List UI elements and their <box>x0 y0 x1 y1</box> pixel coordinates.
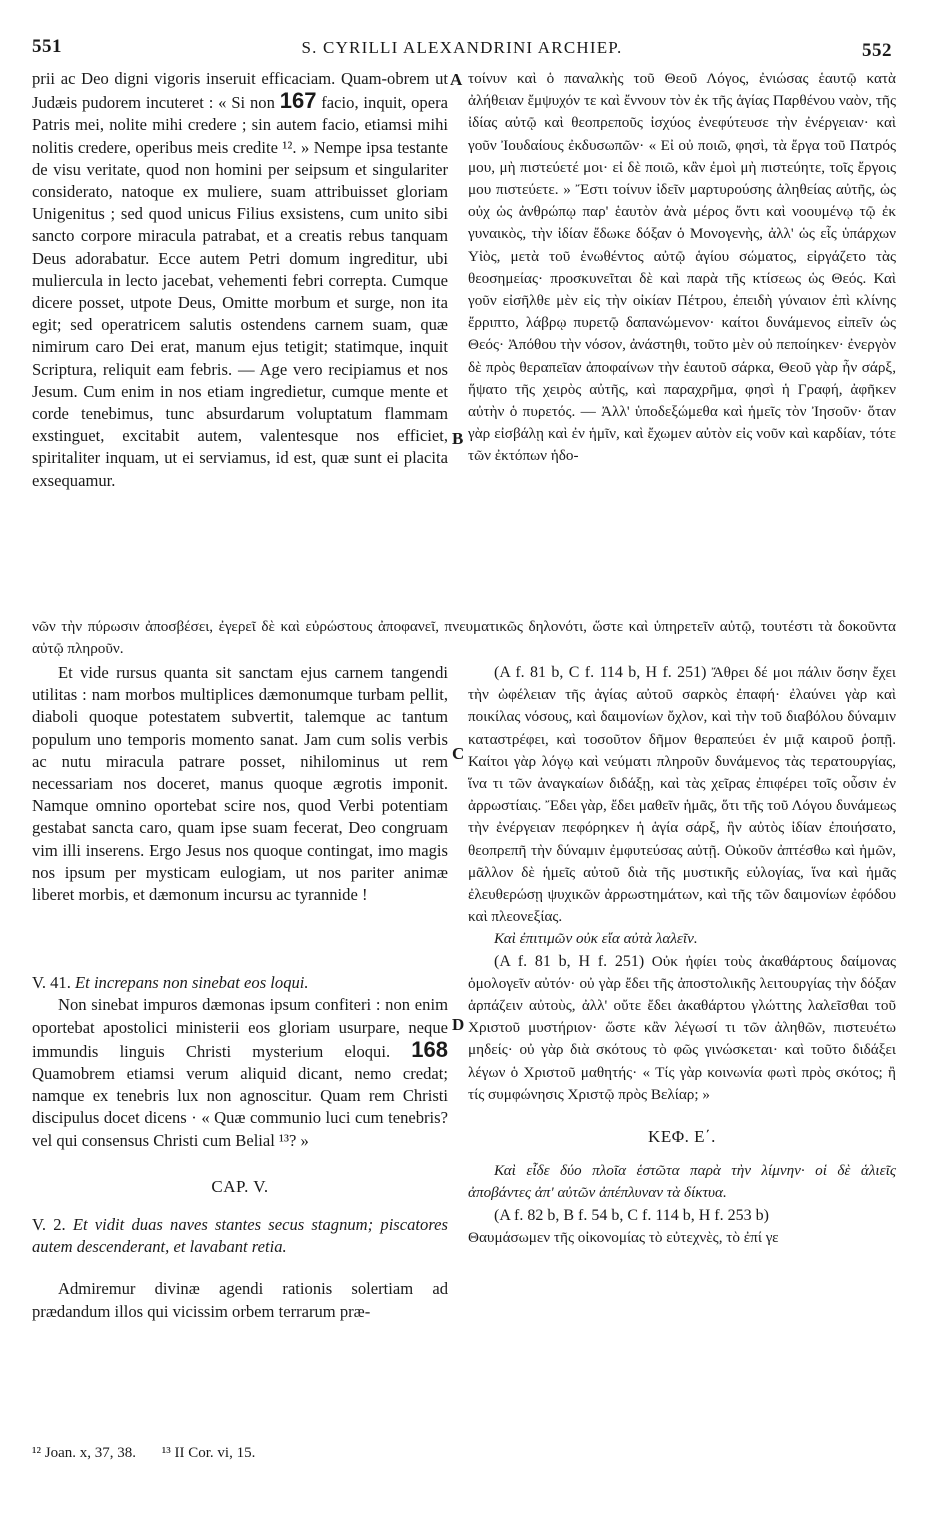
greek-chapter-heading: ΚΕΦ. Ε΄. <box>648 1127 716 1147</box>
greek-paragraph-4: Θαυμάσωμεν τῆς οἰκονομίας τὸ εὐτεχνὲς, τὸ ἐπί γε <box>468 1228 779 1246</box>
verse-41-text: Et increpans non sinebat eos loqui. <box>75 973 309 993</box>
greek-p3-text: Οὐκ ἠφίει τοὺς ἀκαθάρτους δαίμονας ὁμολογεῖν αὐτόν· οὐ γὰρ ἔδει τῆς ἀποστολικῆς λειτουργίας τὴν δόξαν ἁρπάζειν αὐτοὺς, ἀλλ' οὔτε ἔδει ἀκαθάρτου γλώττης λαλεῖσθαι τοῦ Χριστοῦ μυστήριον· ὥστε κἂν λέγωσί τι τῶν ἀληθῶν, πιστευέτω μηδείς· οὐ γὰρ διὰ σκότους τὸ φῶς γινώσκεται· καὶ τοῦτο διδάξει λέγων ὁ Χριστοῦ μαθητής· « Τίς γὰρ κοινωνία φωτὶ πρὸς σκότος; ἢ τίς συμφώνησις Χριστῷ πρὸς Βελίαρ; » <box>468 952 896 1103</box>
greek-verse-2: Καὶ εἶδε δύο πλοῖα ἑστῶτα παρὰ τὴν λίμνην· οἱ δὲ ἁλιεῖς ἀποβάντες ἀπ' αὐτῶν ἀπέπλυναν τὰ δίκτυα. <box>468 1162 896 1202</box>
latin-paragraph-4: Admiremur divinæ agendi rationis solertiam ad prædandum illos qui vicissim orbem terrarum præ- <box>32 1279 448 1321</box>
verse-2-text: Et vidit duas naves stantes secus stagnum; piscatores autem descenderant, et lavabant retia. <box>32 1215 448 1257</box>
greek-column-top <box>468 68 896 468</box>
running-title: S. CYRILLI ALEXANDRINI ARCHIEP. <box>301 38 623 57</box>
margin-letter-d: D <box>452 1015 465 1034</box>
latin-verse-41 <box>32 972 448 994</box>
page-number-right: 552 <box>862 40 892 61</box>
page-number-left: 551 <box>32 36 62 57</box>
margin-letter-a: A <box>450 70 463 89</box>
margin-letter-b: B <box>452 429 464 448</box>
greek-ms-ref-3: (A f. 82 b, B f. 54 b, C f. 114 b, H f. 253 b) <box>494 1206 769 1224</box>
verse-2-ref: V. 2. <box>32 1215 66 1235</box>
column-number-168: 168 <box>411 1036 448 1062</box>
latin-paragraph-2: Et vide rursus quanta sit sanctam ejus carnem tangendi utilitas : nam morbos multiplices dæmonumque turbam pellit, diaboli quoque potestatem subvertit, talemque ac tantum populum uno temporis momento sanat. Jam cum solis verbis ac nutu miracula patrare posset, nihilominus ut rem necessariam nos doceret, manus quoque ægrotis imponit. Namque omnino oportebat scire nos, quod Verbi potentiam gestabat sancta caro, quam ipse suam fecerat, Deo congruam vim illi inserens. Ergo Jesus nos quoque contingat, imo magis nos ipsum per mysticam eulogiam, ut nos pariter animæ liberet morbis, et dæmonum incursu ac tyrannide ! <box>32 663 448 905</box>
latin-verse-2 <box>32 1214 448 1258</box>
footnotes <box>32 1445 277 1462</box>
footnote-12: ¹² Joan. x, 37, 38. <box>32 1445 136 1461</box>
greek-paragraph-2 <box>468 662 896 928</box>
greek-verse-41: Καὶ ἐπιτιμῶν οὐκ εἴα αὐτὰ λαλεῖν. <box>494 930 698 948</box>
greek-p2-text: Ἄθρει δέ μοι πάλιν ὅσην ἔχει τὴν ὠφέλειαν τῆς ἁγίας αὐτοῦ σαρκὸς ἐπαφή· ἐλαύνει γὰρ καὶ ποικίλας νόσους, καὶ δαιμονίων ὄχλον, καὶ τὴν τοῦ διαβόλου δύναμιν καταστρέφει, καὶ τοσοῦτον δῆμον θεραπεύει ἐν μιᾷ καιροῦ ῥοπῇ. Καίτοι γὰρ λόγῳ καὶ νεύματι πληροῦν δυνάμενος τὰς τερατουργίας, ἵνα τι τῶν ἀναγκαίων διδάξῃ, καὶ τὰς χεῖρας ἐπιφέρει τοῖς οὖσιν ἐν ἀρρωστίαις. Ἔδει γὰρ, ἔδει μαθεῖν ἡμᾶς, ὅτι τῆς τοῦ Λόγου δυνάμεως τὴν ἐνέργειαν πεφόρηκεν ἡ ἁγία σάρξ, ἣν αὐτὸς ἰδίαν ἐποιήσατο, θεοπρεπῆ τὴν δύναμιν ἐμφυτεύσας αὐτῇ. Οὐκοῦν ἀπτέσθω καὶ ἡμῶν, μᾶλλον δὲ ἡμεῖς αὐτοῦ διὰ τῆς μυστικῆς εὐλογίας, ἵνα καὶ ἡμᾶς ἐλευθερώσῃ ψυχικῶν ἀρρωστημάτων, καὶ τῆς τῶν δαιμονίων ἐφόδου καὶ πλεονεξίας. <box>468 664 896 926</box>
greek-paragraph-1: τοίνυν καὶ ὁ παναλκὴς τοῦ Θεοῦ Λόγος, ἐνιώσας ἑαυτῷ κατὰ ἀλήθειαν ἔμψυχόν τε καὶ ἔννουν τὸν ἐκ τῆς ἁγίας Παρθένου ναὸν, τῆς ἰδίας αὐτῷ καὶ θεοπρεποῦς ἰσχύος ἐνεφύτευσε τὴν ἐνέργειαν· καὶ γοῦν Ἰουδαίους ἐκδυσωπῶν· « Εἰ οὐ ποιῶ, φησὶ, τὰ ἔργα τοῦ Πατρός μου, μὴ πιστεύετέ μοι· εἰ δὲ ποιῶ, κἂν ἐμοὶ μὴ πιστεύητε, τοῖς ἔργοις μου πιστεύετε. » Ἔστι τοίνυν ἰδεῖν μαρτυρούσης ἀληθείας αὐτῆς, ὡς οὐχ ὡς ἀνθρώπῳ παρ' ἑαυτὸν ἀνὰ μέρος ὄντι καὶ νοουμένῳ τῷ ἐκ γυναικὸς, τὴν ἰδίαν ἔδωκε δόξαν ὁ Μονογενὴς, ἀλλ' ὡς εἷς ὑπάρχων Υἱὸς, μετὰ τοῦ ἑνωθέντος αὐτῷ ἁγίου σώματος, εἰργάζετο τὰς θεοσημείας· προσκυνεῖται δὲ καὶ παρὰ τῆς κτίσεως ὡς Θεός. Καὶ γοῦν εἰσῆλθε μὲν εἰς τὴν οἰκίαν Πέτρου, ἐπειδὴ γύναιον ἐπὶ κλίνης ἔρριπτο, λάβρῳ πυρετῷ δαπανώμενον· καίτοι δυνάμενος εἰπεῖν ὡς Θεός· Ἀπόθου τὴν νόσον, ἀνάστηθι, τοῦτο μὲν οὐ πεποίηκεν· ἐνεργὸν δὲ πρὸς θεραπεῖαν ἀποφαίνων τὴν ἑαυτοῦ σάρκα, Θεοῦ γὰρ ἦν σάρξ, ἥψατο τῆς χειρὸς αὐτῆς, καὶ παραχρῆμα, φησὶ ἡ Γραφή, ἀφῆκεν αὐτὴν ὁ πυρετός. — Ἀλλ' ὑποδεξώμεθα καὶ ἡμεῖς τὸν Ἰησοῦν· ὅταν γὰρ εἰσβάλῃ καὶ ἐν ἡμῖν, καὶ ἔχωμεν αὐτὸν εἰς νοῦν καὶ καρδίαν, τότε τῶν ἐκτόπων ἡδο- <box>468 70 896 465</box>
greek-column-bottom <box>468 662 896 1249</box>
latin-paragraph-3 <box>32 994 448 1151</box>
greek-ms-ref-2: (A f. 81 b, H f. 251) <box>494 952 645 970</box>
latin-p3-end: Quamobrem etiamsi verum aliquid dicant, nemo credat; namque ex tenebris lux non agnoscitur. Quam rem Christi discipulus docet dicens · « Quæ communio luci cum tenebris? vel qui consensus Christi cum Belial ¹³? » <box>32 1064 448 1150</box>
latin-column-bottom <box>32 662 448 1323</box>
latin-p1-end: facio, inquit, opera Patris mei, nolite mihi credere ; sin autem facio, etiamsi mihi nolitis credere, operibus meis credite ¹². » Nempe ipsa testante de visu veritate, quod non homini per seipsum et singulariter considerato, natoque ex muliere, suam attribuisset gloriam Unigenitus ; sed quod unicus Filius exsistens, cum unito sibi sancto corpore miracula patrabat, et a creatis rebus tanquam Deus adorabatur. Ecce autem Petri domum ingreditur, ubi muliercula in lecto jacebat, vehementi febri correpta. Cumque dicere posset, utpote Deus, Omitte morbum et surge, non ita egit; sed operatricem salutis ostendens carnem suam, quæ nimirum caro Dei erat, manum ejus tetigit; statimque, inquit Scriptura, reliquit eam febris. — Age vero recipiamus et nos Jesum. Cum enim in nos etiam ingredietur, cumque mente et corde tenebimus, tunc absurdarum voluptatum flammam exstinguet, excitabit autem, valentesque nos efficiet, spiritaliter inquam, ut ei serviamus, id est, quæ sunt ei placita exsequamur. <box>32 93 448 490</box>
footnote-13: ¹³ II Cor. vi, 15. <box>161 1445 256 1461</box>
latin-p3-start: Non sinebat impuros dæmonas ipsum confiteri : non enim oportebat apostolici ministerii eos gloriam usurpare, neque immundis linguis Christi mysterium eloqui. <box>32 995 448 1061</box>
greek-ms-ref-1: (A f. 81 b, C f. 114 b, H f. 251) <box>494 664 707 681</box>
greek-paragraph-3 <box>468 951 896 1106</box>
latin-column-top <box>32 68 448 492</box>
latin-paragraph-1 <box>32 68 448 492</box>
margin-letter-c: C <box>452 744 465 763</box>
latin-p1-start: prii ac Deo digni vigoris inseruit efficaciam. Quam-obrem ut Judæis pudorem incuteret : « Si non <box>32 69 448 113</box>
verse-41-ref: V. 41. <box>32 973 71 993</box>
column-number-167: 167 <box>279 88 317 114</box>
greek-full-width-line <box>32 616 896 660</box>
latin-chapter-heading: CAP. V. <box>211 1176 269 1196</box>
greek-continuation: νῶν τὴν πύρωσιν ἀποσβέσει, ἐγερεῖ δὲ καὶ εὐρώστους ἀποφανεῖ, πνευματικῶς δηλονότι, ὥστε καὶ ὑπηρετεῖν αὐτῷ, τουτέστι τὰ δοκοῦντα αὐτῷ πληροῦν. <box>32 618 896 658</box>
page-header <box>32 36 892 64</box>
